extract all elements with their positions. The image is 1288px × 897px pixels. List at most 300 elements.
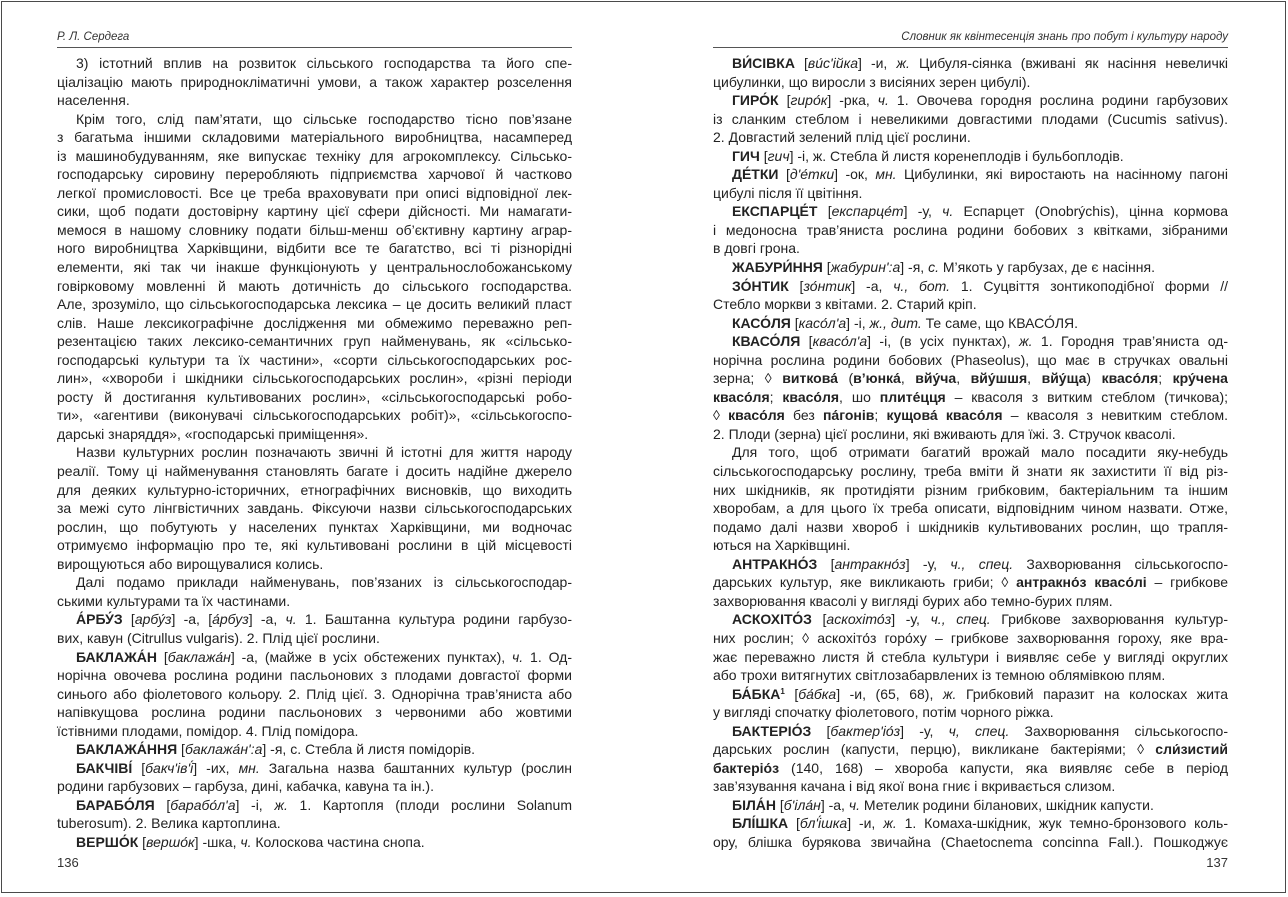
text-run: Але, зрозуміло, що сільськогосподарська лексика – це досить великий пласт [57, 296, 572, 313]
page-number-left: 136 [57, 855, 79, 870]
text-line [57, 239, 572, 258]
text-line [57, 481, 572, 500]
text-line [57, 314, 572, 333]
text-line [57, 110, 572, 129]
text-line [57, 184, 572, 203]
text-line [57, 499, 572, 518]
text-run: ( [837, 370, 854, 387]
paragraph [713, 722, 1228, 796]
paragraph [57, 796, 572, 833]
text-line [713, 277, 1228, 296]
text-run: ; [874, 407, 887, 424]
text-run: (140, 168) – хвороба капусти, яка виявляє себе в період [779, 759, 1228, 776]
paragraph [713, 165, 1228, 202]
text-run: [ [788, 277, 804, 294]
transcription-italic: ч. [942, 203, 954, 220]
text-run: ються на Харківщині. [713, 537, 851, 554]
text-line [713, 462, 1228, 481]
text-run: і медоносна трав’яниста рослина родини бобових з квітками, зібраними [713, 221, 1228, 238]
headword-bold: кущова́ квасо́ля [886, 407, 1003, 424]
text-run: ] -и, (65, 68), [836, 685, 943, 702]
text-run: синього або фіолетового кольору. 2. Плід цієї. 3. Однорічна трав’яниста або [57, 685, 572, 702]
text-run: легкої промисловості. Все це треба враховувати при описі відповідної лек- [57, 184, 572, 201]
headword-bold: сли́зистий [1155, 741, 1228, 758]
transcription-italic: а́рбуз [212, 611, 249, 628]
paragraph [713, 91, 1228, 147]
text-line [713, 759, 1228, 778]
text-run: населення. [57, 92, 130, 109]
text-run: , [1027, 370, 1042, 387]
transcription-italic: бл'і́шка [799, 815, 848, 832]
transcription-italic: зо́нтик [803, 277, 852, 294]
text-run: Метелик родини біланових, шкідник капусти. [859, 796, 1154, 813]
text-run: із машинобудуванням, яке випускає техніку для агрокомплексу. Сільсько- [57, 147, 572, 164]
paragraph [713, 814, 1228, 851]
text-run: ] -у, [905, 555, 951, 572]
text-line [57, 796, 572, 815]
superscript-index: 1 [780, 686, 785, 696]
text-run: вих, кавун (Citrullus vulgaris). 2. Плід цієї рослини. [57, 629, 380, 646]
text-line [713, 833, 1228, 852]
text-run: ; [769, 388, 783, 405]
paragraph [57, 648, 572, 741]
transcription-italic: барабо́л'а [170, 796, 236, 813]
text-line [57, 351, 572, 370]
text-run: Крім того, слід пам’ятати, що сільське господарство тісно пов’язане [76, 110, 572, 127]
text-line [57, 406, 572, 425]
text-run: [ [778, 166, 790, 183]
transcription-italic: ч., бот. [893, 277, 951, 294]
text-line [713, 481, 1228, 500]
text-line [57, 147, 572, 166]
text-line [57, 388, 572, 407]
running-head-author: Р. Л. Сердега [57, 31, 572, 48]
text-line [713, 165, 1228, 184]
text-line [57, 814, 572, 833]
text-run: [ [122, 611, 135, 628]
text-line [57, 592, 572, 611]
text-run: Назви культурних рослин позначають звичні й істотні для життя народу [76, 444, 572, 461]
text-run: господарські культури та їх частини», «сорти сільськогосподарських рос- [57, 351, 572, 368]
text-run: Стебло моркви з квітами. 2. Старий кріп. [713, 296, 977, 313]
text-run: ] -шка, [194, 833, 241, 850]
text-line [713, 499, 1228, 518]
text-line [57, 54, 572, 73]
page-number-right: 137 [1206, 855, 1228, 870]
text-run: ] -я, с. Стебла й листя помідорів. [262, 741, 476, 758]
text-run: слів. Наше лексикографічне дослідження ми обмежимо переважно реп- [57, 314, 572, 331]
headword-bold: ЖАБУРИ́ННЯ [732, 259, 823, 276]
text-line [713, 740, 1228, 759]
text-run: господарську сировину переробляють підприємства харчової й частково [57, 166, 572, 183]
text-run: [ [811, 611, 827, 628]
text-run: [ [800, 333, 813, 350]
text-line [713, 592, 1228, 611]
text-run: за межі суто лінгвістичних завдань. Фіксуючи назви сільськогосподарських [57, 500, 572, 517]
text-run: сільськогосподарську рослину, треба вміти й знати як захистити її від різ- [713, 463, 1228, 480]
right-page-text [713, 54, 1228, 852]
text-line [713, 629, 1228, 648]
text-run: цибулі після її цвітіння. [713, 184, 863, 201]
text-line [713, 221, 1228, 240]
paragraph [713, 258, 1228, 277]
text-run: у вигляді спочатку фіолетового, потім чорного ріжка. [713, 704, 1054, 721]
text-run: резентацією таких лексико-семантичних груп найменувань, як «сільсько- [57, 333, 572, 350]
text-run: зерна; ◊ [713, 370, 783, 387]
text-run: [ [132, 759, 146, 776]
text-line [57, 258, 572, 277]
text-line [713, 573, 1228, 592]
headword-bold: антракно́з квасо́лі [1016, 574, 1147, 591]
text-run: ] -ок, [834, 166, 876, 183]
text-run: 3) істотний вплив на розвиток сільського господарства та його спе- [76, 55, 572, 71]
headword-bold: ВЕРШО́К [76, 833, 139, 850]
transcription-italic: ба́бка [798, 685, 837, 702]
text-run: жає переважно листя й стебла культури і виявляє себе у вигляді округлих [713, 648, 1228, 665]
text-line [57, 759, 572, 778]
transcription-italic: баклажа́н':а [184, 741, 263, 758]
text-run: ного виробництва Харківщини, відбити все те багатство, всі ті різнорідні [57, 240, 572, 257]
text-line [713, 666, 1228, 685]
headword-bold: квасо́ля [713, 388, 770, 405]
text-line [57, 332, 572, 351]
transcription-italic: ч, спец. [948, 722, 1010, 739]
text-line [57, 73, 572, 92]
text-run: росту й достигання культивованих рослин», «сільськогосподарські робо- [57, 388, 572, 405]
text-run: ] -а, [820, 796, 849, 813]
headword-bold: БАРАБО́ЛЯ [76, 796, 155, 813]
text-line [57, 369, 572, 388]
text-line [713, 147, 1228, 166]
headword-bold: вйу́ча [915, 370, 957, 387]
paragraph [713, 685, 1228, 722]
headword-bold: БАКЧІВІ́ [76, 759, 133, 776]
headword-bold: кру́чена [1172, 370, 1228, 387]
transcription-italic: ч. [240, 833, 252, 850]
transcription-italic: ж. [1018, 333, 1033, 350]
paragraph [57, 443, 572, 573]
paragraph [713, 555, 1228, 611]
transcription-italic: аскохіто́з [826, 611, 892, 628]
text-line [57, 295, 572, 314]
text-run: [ [822, 259, 831, 276]
text-line [57, 777, 572, 796]
transcription-italic: квасо́л'а [812, 333, 868, 350]
transcription-italic: бакч'ів'і́ [145, 759, 194, 776]
text-run: Цибуля-сіянка (вживані як насіння невеличкі [909, 55, 1228, 71]
paragraph [713, 147, 1228, 166]
text-run: норічна рослина родини бобових (Phaseolus), що має в стручках овальні [713, 351, 1228, 368]
text-run: ти», «агентиви (виконувачі сільськогосподарських робіт)», «сільськогоспо- [57, 407, 572, 424]
text-run: дарських рослин (капусти, перцю), викликане бактеріями; ◊ [713, 741, 1156, 758]
text-run: 1. Суцвіття зонтикоподібної форми // [950, 277, 1228, 294]
text-line [57, 277, 572, 296]
text-run: ору, блішка бурякова звичайна (Chaetocnema concinna Fall.). Пошкоджує [713, 833, 1228, 850]
headword-bold: БАКЛАЖА́ННЯ [76, 741, 178, 758]
transcription-italic: ч. [512, 648, 524, 665]
transcription-italic: антракно́з [834, 555, 906, 572]
headword-bold: ЗО́НТИК [732, 277, 789, 294]
text-run: 2. Плоди (зерна) цієї рослини, які вживають для їжі. 3. Стручок квасолі. [713, 425, 1176, 442]
text-run: 1. Баштанна культура родини гарбузо- [296, 611, 573, 628]
transcription-italic: д'е́тки [789, 166, 835, 183]
text-run: 1. Од- [523, 648, 573, 665]
text-run: 1. Овочева городня рослина родини гарбузових [888, 92, 1228, 109]
text-run: Далі подамо приклади найменувань, пов’язаних із сільськогосподар- [76, 574, 572, 591]
text-line [57, 833, 572, 852]
text-line [713, 555, 1228, 574]
text-line [713, 369, 1228, 388]
headword-bold: КВАСО́ЛЯ [732, 333, 801, 350]
text-line [713, 610, 1228, 629]
headword-bold: квасо́ля [728, 407, 785, 424]
paragraph [713, 277, 1228, 314]
text-run: 1. Картопля (плоди рослини Solanum [287, 796, 573, 813]
text-line [57, 629, 572, 648]
text-run: рослин, що побутують у населених пунктах Харківщини, ми водночас [57, 518, 572, 535]
text-line [713, 128, 1228, 147]
text-run: елементи, які так чи інакше функціонують у центральнослобожанському [57, 259, 572, 276]
text-run: ] -а, (майже в усіх обстежених пунктах), [230, 648, 513, 665]
transcription-italic: баклажа́н [167, 648, 231, 665]
text-line [713, 91, 1228, 110]
text-run: – грибкове [1146, 574, 1229, 591]
text-line [57, 202, 572, 221]
text-run: хворобам, а для цього їх треба описати, відповідним чином назвати. Отже, [713, 500, 1228, 517]
transcription-italic: ч. [848, 796, 860, 813]
text-run: 1. Комаха-шкідник, жук темно-бронзового коль- [896, 815, 1229, 832]
headword-bold: БЛІ́ШКА [732, 815, 789, 832]
text-line [713, 777, 1228, 796]
text-run: [ [776, 796, 784, 813]
transcription-italic: гич [767, 147, 790, 164]
transcription-italic: бактер'іо́з [830, 722, 901, 739]
text-line [713, 536, 1228, 555]
text-run: ] -и, [857, 55, 897, 71]
text-run: Для того, щоб отримати багатий врожай мало посадити яку-небудь [732, 444, 1228, 461]
text-line [57, 462, 572, 481]
paragraph [57, 833, 572, 852]
text-run: говірковому мовленні й мають дотичність до сільського господарства. [57, 277, 572, 294]
text-line [713, 648, 1228, 667]
paragraph [713, 202, 1228, 258]
text-line [713, 796, 1228, 815]
text-run: них шкідників, як протидіяти різним грибковим, бактеріальним та іншим [713, 481, 1228, 498]
text-run: дарські знаряддя», «господарські приміщення». [57, 425, 369, 442]
running-head-title: Словник як квінтесенція знань про побут і культуру народу [713, 31, 1228, 48]
text-line [57, 518, 572, 537]
headword-bold: БА́БКА [732, 685, 781, 702]
text-line [713, 703, 1228, 722]
text-run: ] -у, [891, 611, 931, 628]
text-run: з багатьма іншими складовими матеріального виробництва, насамперед [57, 129, 572, 146]
headword-bold: квасо́ля [782, 388, 840, 405]
headword-bold: па́гонів [822, 407, 875, 424]
text-run: ] -рка, [827, 92, 878, 109]
text-line [713, 443, 1228, 462]
text-line [57, 740, 572, 759]
text-line [57, 128, 572, 147]
text-run: лин», «хвороби і шкідники сільськогосподарських рослин», «різні періоди [57, 370, 572, 387]
text-run: Захворювання сільськогоспо- [1013, 555, 1228, 572]
transcription-italic: ж., дит. [869, 314, 922, 331]
text-line [713, 239, 1228, 258]
transcription-italic: ж. [274, 796, 288, 813]
text-run: ) [1086, 370, 1102, 387]
headword-bold: виткова́ [782, 370, 838, 387]
text-run: ськими культурами та їх частинами. [57, 592, 291, 609]
text-run: Грибковий паразит на колосках жита [956, 685, 1228, 702]
headword-bold: в’юнка́ [853, 370, 901, 387]
text-run: Те саме, що КВАСО́ЛЯ. [921, 314, 1079, 331]
text-run: в довгі грона. [713, 240, 800, 257]
text-run: ] -я, [900, 259, 929, 276]
text-run: [ [817, 203, 832, 220]
headword-bold: вйу́шшя [970, 370, 1028, 387]
text-run: 2. Довгастий зелений плід цієї рослини. [713, 129, 971, 146]
text-run: ] -а, [248, 611, 286, 628]
text-run: ] -а, [ [171, 611, 213, 628]
transcription-italic: ж. [942, 685, 957, 702]
text-line [57, 165, 572, 184]
text-line [57, 703, 572, 722]
text-line [57, 91, 572, 110]
text-run: Цибулинки, які виростають на насінному пагоні [896, 166, 1229, 183]
text-run: зав’язування качана і від якої вона гниє і вкривається слизом. [713, 778, 1116, 795]
text-line [57, 573, 572, 592]
text-run: [ [778, 92, 791, 109]
text-line [713, 685, 1228, 704]
text-run: їстівними плодами, помідор. 4. Плід помідора. [57, 722, 359, 739]
text-run: М’якоть у гарбузах, де є насіння. [938, 259, 1155, 276]
text-line [713, 332, 1228, 351]
text-line [57, 443, 572, 462]
paragraph [713, 443, 1228, 554]
transcription-italic: ч. [285, 611, 297, 628]
headword-bold: А́РБУ́З [76, 611, 123, 628]
text-line [713, 814, 1228, 833]
text-line [713, 73, 1228, 92]
text-line [57, 536, 572, 555]
headword-bold: плите́цця [879, 388, 946, 405]
headword-bold: ГИЧ [732, 147, 760, 164]
text-run: [ [138, 833, 147, 850]
text-line [713, 54, 1228, 73]
text-run: родини гарбузових – гарбуза, дині, кабачка, кавуна та ін.). [57, 778, 434, 795]
transcription-italic: гиро́к [790, 92, 828, 109]
text-run: отримуємо інформацію про те, які культивовані рослини в цій місцевості [57, 537, 572, 554]
text-run: них рослин; ◊ аскохіто́з горо́ху – грибкове захворювання гороху, яке вра- [713, 629, 1228, 646]
headword-bold: ДЕ́ТКИ [732, 166, 779, 183]
transcription-italic: ч., спец. [950, 555, 1014, 572]
text-run: tuberosum). 2. Велика картоплина. [57, 815, 281, 832]
paragraph [57, 759, 572, 796]
left-page-text [57, 54, 572, 852]
text-line [713, 722, 1228, 741]
text-run: ] -і, ж. Стебла й листя коренеплодів і бульбоплодів. [789, 147, 1124, 164]
headword-bold: бактеріо́з [713, 759, 780, 776]
transcription-italic: ж. [896, 55, 910, 71]
text-run: – квасоля з витким стеблом (тичкова); [945, 388, 1229, 405]
text-line [57, 555, 572, 574]
transcription-italic: с. [928, 259, 939, 276]
text-run: [ [784, 685, 799, 702]
text-run: норічна овочева рослина родини пасльонових з плодами довгастої форми [57, 667, 572, 684]
paragraph [713, 796, 1228, 815]
text-run: подамо далі назви хвороб і шкідників культивованих рослин, що трапля- [713, 518, 1228, 535]
text-line [713, 388, 1228, 407]
text-run: ] -у, [900, 722, 949, 739]
transcription-italic: мн. [875, 166, 897, 183]
headword-bold: АНТРАКНО́З [732, 555, 818, 572]
text-run: [ [811, 722, 831, 739]
text-run: ] -і, (в усіх пунктах), [867, 333, 1019, 350]
text-run: [ [788, 815, 800, 832]
headword-bold: КАСО́ЛЯ [732, 314, 791, 331]
text-line [713, 351, 1228, 370]
text-run: ] -і, [235, 796, 275, 813]
paragraph [57, 54, 572, 110]
text-line [57, 722, 572, 741]
paragraph [57, 610, 572, 647]
text-run: Грибкове захворювання культур- [990, 611, 1228, 628]
headword-bold: ЕКСПАРЦЕ́Т [732, 203, 818, 220]
text-line [57, 425, 572, 444]
paragraph [57, 740, 572, 759]
text-run: сики, щоб подати достовірну картину цієї сфери дійсності. Ми намагати- [57, 203, 572, 220]
text-run: для деяких культурно-історичних, етнографічних висновків, що виходить [57, 481, 572, 498]
transcription-italic: ч., спец. [930, 611, 991, 628]
paragraph [57, 110, 572, 444]
text-run: [ [177, 741, 185, 758]
headword-bold: БІЛА́Н [732, 796, 776, 813]
text-run: [ [817, 555, 835, 572]
transcription-italic: ви́с'ійка [807, 55, 858, 71]
text-run: ; [1158, 370, 1173, 387]
text-line [713, 258, 1228, 277]
text-run: ◊ [713, 407, 729, 424]
text-line [713, 425, 1228, 444]
text-run: , [900, 370, 916, 387]
headword-bold: вйу́ща [1041, 370, 1087, 387]
text-run: із сланким стеблом і невеликими довгастими плодами (Cucumis sativus). [713, 110, 1228, 127]
text-run: дарських культур, яке викликають гриби; ◊ [713, 574, 1017, 591]
text-line [713, 314, 1228, 333]
text-run: цибулинки, що виросли з висіяних зерен цибулі). [713, 73, 1031, 90]
paragraph [57, 573, 572, 610]
transcription-italic: арбу́з [134, 611, 172, 628]
text-line [57, 685, 572, 704]
text-run: або трохи витягнутих світлозабарвлених із темною облямівкою плям. [713, 667, 1166, 684]
headword-bold: БАКТЕРІО́З [732, 722, 812, 739]
text-run: без [784, 407, 823, 424]
text-run: [ [794, 55, 808, 71]
headword-bold: БАКЛАЖА́Н [76, 648, 157, 665]
text-run: реалії. Тому ці найменування становлять багате і досить надійне джерело [57, 463, 572, 480]
text-run: ] -і, [846, 314, 870, 331]
transcription-italic: б'іла́н [783, 796, 821, 813]
transcription-italic: ж. [883, 815, 897, 832]
text-run: мемося в нашому словнику подати більш-менш об’єктивну картину аграр- [57, 221, 572, 238]
text-run: Захворювання сільськогоспо- [1009, 722, 1228, 739]
text-run: захворювання квасолі у вигляді бурих або темно-бурих плям. [713, 592, 1113, 609]
text-line [713, 406, 1228, 425]
text-run: , [956, 370, 971, 387]
text-run: [ [154, 796, 171, 813]
paragraph [713, 610, 1228, 684]
transcription-italic: експарце́т [831, 203, 904, 220]
text-run: напівкущова рослина родини пасльонових з червоними або жовтими [57, 704, 572, 721]
